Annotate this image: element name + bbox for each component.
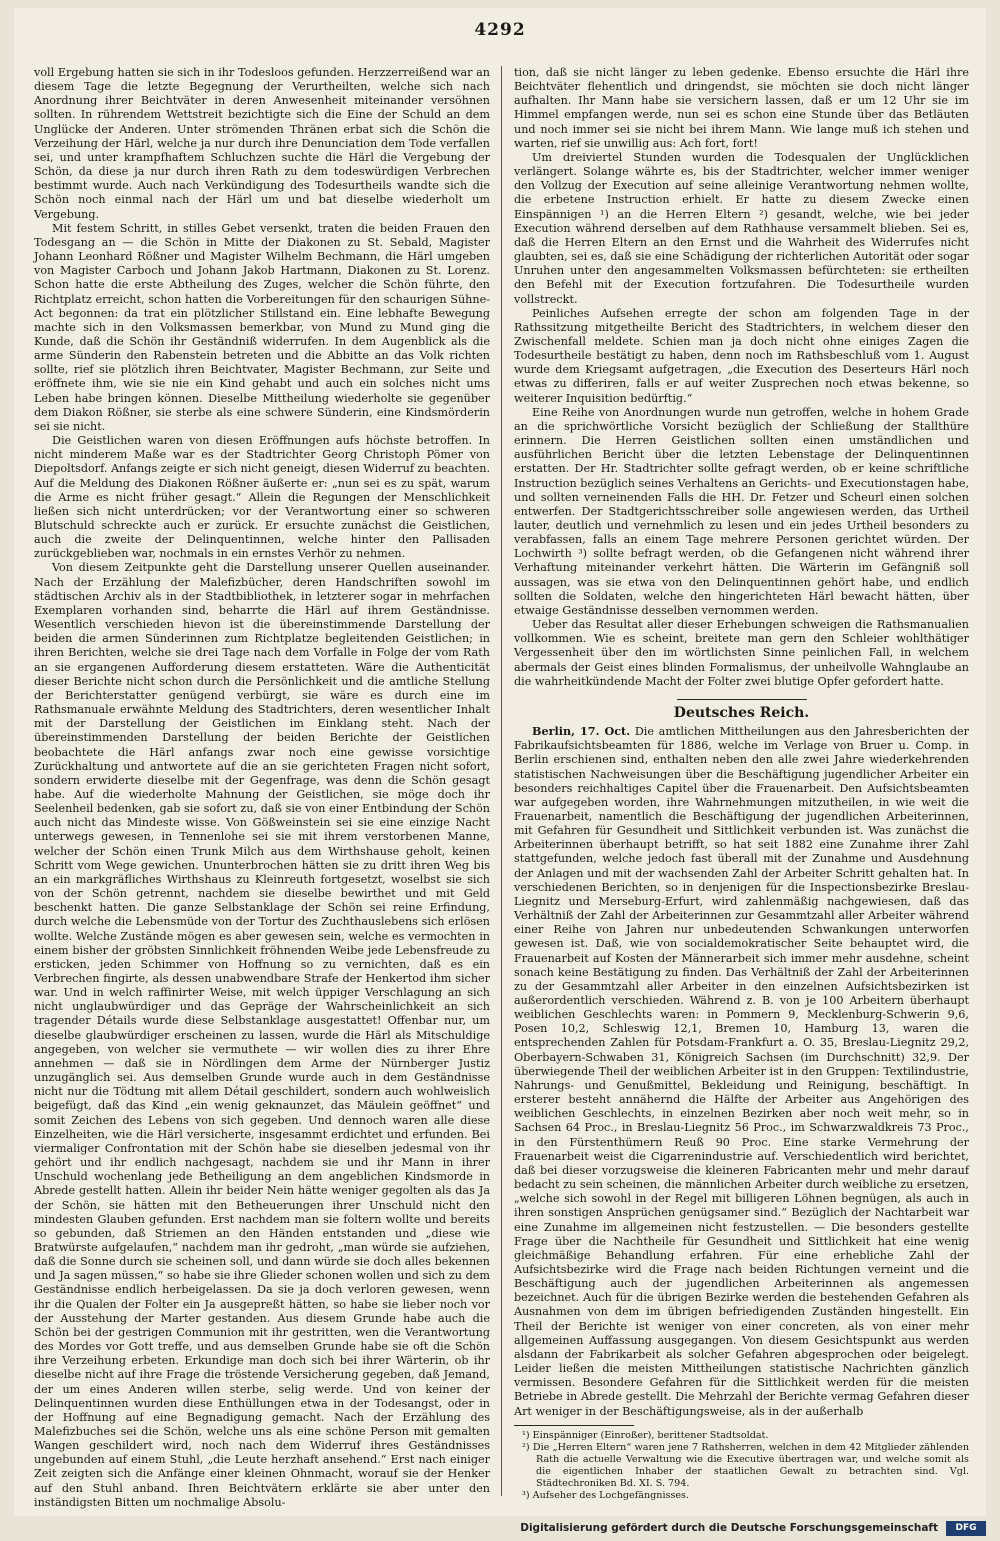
left-paragraph: Die Geistlichen waren von diesen Eröffnungen aufs höchste betroffen. In nicht minderem Maße war es der Stadtrichter Georg Christoph Pömer von Diepoltsdorf. Anfangs zeigte er sich nicht geneigt, diesen Widerruf zu beachten. Auf die Meldung des Diakonen Rößner äußerte er: „nun sei es zu spät, warum die Arme es nicht früher gesagt.“ Allein die Regungen der Menschlichkeit ließen sich nicht unterdrücken; vor der Verantwortung einer so schweren Blutschuld schreckte auch er zurück. Er ersuchte zunächst die Geistlichen, auch die zweite der Delinquentinnen, welche hinter den Pallisaden zurückgeblieben war, nochmals in ein ernstes Verhör zu nehmen. xyxy=(34,434,490,561)
dateline: Berlin, 17. Oct. xyxy=(532,724,631,739)
report-paragraph xyxy=(514,724,969,1419)
footnotes xyxy=(514,1430,969,1502)
left-paragraph: Von diesem Zeitpunkte geht die Darstellung unserer Quellen auseinander. Nach der Erzählung der Malefizbücher, deren Handschriften sowohl im städtischen Archiv als in der Stadtbibliothek, in letzterer sogar in mehrfachen Exemplaren vorhanden sind, beharrte die Härl auf ihrem Geständnisse. Wesentlich verschieden hievon ist die übereinstimmende Darstellung der beiden die armen Sünderinnen zum Richtplatze begleitenden Geistlichen; in ihren Berichten, welche sie drei Tage nach dem Vorfalle in Folge der vom Rath an sie ergangenen Aufforderung diesem erstatteten. Wäre die Authenticität dieser Berichte nicht schon durch die Persönlichkeit und die amtliche Stellung der Berichterstatter genügend verbürgt, sie wäre es durch eine im Rathsmanuale erwähnte Meldung des Stadtrichters, deren wesentlicher Inhalt mit der Darstellung der Geistlichen im Einklang steht. Nach der übereinstimmenden Darstellung der beiden Berichte der Geistlichen beobachtete die Härl anfangs zwar noch eine gewisse vorsichtige Zurückhaltung und antwortete auf die an sie gerichteten Fragen nicht sofort, sondern erwiderte dieselbe mit der Gegenfrage, was denn die Schön gesagt habe. Auf die wiederholte Mahnung der Geistlichen, sie möge doch ihr Seelenheil bedenken, gab sie sofort zu, daß sie von einer Entbindung der Schön auch nicht das Mindeste wisse. Von Gößweinstein sei sie eine einzige Nacht unterwegs gewesen, in Tennenlohe sei sie mit ihrem verstorbenen Manne, welcher der Schön einen Trunk Milch aus dem Wirthshause geholt, keinen Schritt vom Wege gewichen. Ununterbrochen hätten sie zu dritt ihren Weg bis an ein markgräfliches Wirthshaus zu Kleinreuth fortgesetzt, woselbst sie sich von der Schön getrennt, nachdem sie dieselbe bewirthet und mit Geld beschenkt hatten. Die ganze Selbstanklage der Schön sei reine Erfindung, durch welche die Lebensmüde von der Tortur des Zuchthauslebens sich erlösen wollte. Welche Zustände mögen es aber gewesen sein, welche es vermochten in einem bisher der gröbsten Sinnlichkeit fröhnenden Weibe jede Lebensfreude zu ersticken, jeden Schimmer von Hoffnung so zu vernichten, daß es ein Verbrechen fingirte, als dessen unabwendbare Strafe der Henkertod ihm sicher war. Und in welch raffinirter Weise, mit welch üppiger Verschlagung an sich nicht unglaubwürdiger und das Gepräge der Wahrscheinlichkeit an sich tragender Détails wurde diese Selbstanklage ausgestattet! Offenbar nur, um dieselbe glaubwürdiger erscheinen zu lassen, wurde die Härl als Mitschuldige angegeben, von welcher sie vermuthete — wir wollen dies zu ihrer Ehre annehmen — daß sie in Nördlingen dem Arme der Nürnberger Justiz unzugänglich sei. Aus demselben Grunde wurde auch in dem Geständnisse nicht nur die Tödtung mit allem Détail geschildert, sondern auch wohlweislich beigefügt, daß das Kind „ein wenig geknaunzet, das Mäulein geöffnet“ und somit Zeichen des Lebens von sich gegeben. Und dennoch waren alle diese Einzelheiten, wie die Härl versicherte, insgesammt erdichtet und erfunden. Bei viermaliger Confrontation mit der Schön habe sie dieselben jedesmal von ihr gehört und ihr endlich nachgesagt, nachdem sie und ihr Mann in ihrer Unschuld wochenlang jede Betheiligung an dem angeblichen Kindsmorde in Abrede gestellt hatten. Allein ihr beider Nein hätte weniger gegolten als das Ja der Schön, sie hätten mit den Betheuerungen ihrer Unschuld nicht den mindesten Glauben gefunden. Erst nachdem man sie foltern wollte und bereits so gebunden, daß Striemen an den Händen entstanden und „diese wie Bratwürste aufgelaufen,“ nachdem man ihr gedroht, „man würde sie aufziehen, daß die Sonne durch sie scheinen soll, und dann würde sie doch alles bekennen und Ja sagen müssen,“ so habe sie ihre Glieder schonen wollen und sich zu dem Geständnisse endlich herbeigelassen. Da sie ja doch verloren gewesen, wenn ihr die Qualen der Folter ein Ja ausgepreßt hätten, so habe sie lieber noch vor der Ausstehung der Marter gestanden. Aus diesem Grunde habe auch die Schön bei der gestrigen Communion mit ihr gestritten, wen die Verantwortung des Mordes vor Gott treffe, und aus demselben Grunde habe sie oft die Schön ihre Verzeihung erbeten. Erkundige man doch sich bei ihrer Wärterin, ob ihr dieselbe nicht auf ihre Frage die tröstende Versicherung gegeben, daß Jemand, der um eines Anderen willen sterbe, selig werde. Und von keiner der Delinquentinnen wurden diese Enthüllungen etwa in der Todesangst, oder in der Hoffnung auf eine Begnadigung gemacht. Nach der Erzählung des Malefizbuches sei die Schön, welche uns als eine schöne Person mit gemalten Wangen geschildert wird, noch nach dem Widerruf ihres Geständnisses ungebunden auf einem Stuhl, „die Leute herzhaft ansehend.“ Erst nach einiger Zeit zeigten sich die Anfänge einer kleinen Ohnmacht, worauf sie der Henker auf den Stuhl anband. Ihren Beichtvätern erklärte sie aber unter den inständigsten Bitten um nochmalige Absolu- xyxy=(34,561,490,1509)
report-text: Die amtlichen Mittheilungen aus den Jahresberichten der Fabrikaufsichtsbeamten für 1886, welche im Verlage von Bruer u. Comp. in Berlin erschienen sind, enthalten neben den alle zwei Jahre wiederkehrenden statistischen Nachweisungen über die Beschäftigung jugendlicher Arbeiter ein besonders reichhaltiges Capitel über die Frauenarbeit. Den Aufsichtsbeamten war aufgegeben worden, ihre Wahrnehmungen mitzutheilen, in wie weit die Frauenarbeit, namentlich die Beschäftigung der jugendlichen Arbeiterinnen, mit Gefahren für Gesundheit und Sittlichkeit verbunden ist. Was zunächst die Arbeiterinnen überhaupt betrifft, so hat seit 1882 eine Zunahme ihrer Zahl stattgefunden, welche jedoch fast überall mit der Zunahme und Ausdehnung der Anlagen und mit der wachsenden Zahl der Arbeiter Schritt gehalten hat. In verschiedenen Berichten, so in denjenigen für die Inspectionsbezirke Breslau-Liegnitz und Merseburg-Erfurt, wird zahlenmäßig nachgewiesen, daß das Verhältniß der Zahl der Arbeiterinnen zur Gesammtzahl aller Arbeiter während einer Reihe von Jahren nur unbedeutenden Schwankungen unterworfen gewesen ist. Daß, wie von socialdemokratischer Seite behauptet wird, die Frauenarbeit auf Kosten der Männerarbeit sich immer mehr ausdehne, scheint sonach keine Bestätigung zu finden. Das Verhältniß der Zahl der Arbeiterinnen zu der Gesammtzahl aller Arbeiter in den einzelnen Aufsichtsbezirken ist außerordentlich verschieden. Während z. B. von je 100 Arbeitern überhaupt weiblichen Geschlechts waren: in Pommern 9, Mecklenburg-Schwerin 9,6, Posen 10,2, Schleswig 12,1, Bremen 10, Hamburg 13, waren die entsprechenden Zahlen für Potsdam-Frankfurt a. O. 35, Breslau-Liegnitz 29,2, Oberbayern-Schwaben 31, Königreich Sachsen (im Durchschnitt) 32,9. Der überwiegende Theil der weiblichen Arbeiter ist in den Gruppen: Textilindustrie, Nahrungs- und Genußmittel, Bekleidung und Reinigung, beschäftigt. In ersterer besteht annähernd die Hälfte der Arbeiter aus Angehörigen des weiblichen Geschlechts, in einzelnen Bezirken aber noch weit mehr, so in Sachsen 64 Proc., in Breslau-Liegnitz 56 Proc., im Schwarzwaldkreis 73 Proc., in den Fürstenthümern Reuß 90 Proc. Eine starke Vermehrung der Frauenarbeit weist die Cigarrenindustrie auf. Verschiedentlich wird berichtet, daß bei dieser vorzugsweise die kleineren Fabricanten mehr und mehr darauf bedacht zu sein scheinen, die männlichen Arbeiter durch weibliche zu ersetzen, „welche sich sowohl in der Regel mit billigeren Löhnen begnügen, als auch in ihren sonstigen Ansprüchen genügsamer sind.“ Bezüglich der Nachtarbeit war eine Zunahme im allgemeinen nicht festzustellen. — Die besonders gestellte Frage über die Nachtheile für Gesundheit und Sittlichkeit hat eine wenig gleichmäßige Behandlung erfahren. Für eine erhebliche Zahl der Aufsichtsbezirke wird die Frage nach beiden Richtungen verneint und die Beschäftigung auch der jugendlichen Arbeiterinnen als angemessen bezeichnet. Auch für die übrigen Bezirke werden die bestehenden Gefahren als Ausnahmen von dem im übrigen befriedigenden Zuständen hingestellt. Ein Theil der Berichte ist weniger von einer concreten, als von einer mehr allgemeinen Auffassung ausgegangen. Von diesem Gesichtspunkt aus werden alsdann der Fabrikarbeit als solcher Gefahren abgesprochen oder beigelegt. Leider ließen die meisten Mittheilungen statistische Nachrichten gänzlich vermissen. Besondere Gefahren für die Sittlichkeit werden für die meisten Betriebe in Abrede gestellt. Die Mehrzahl der Berichte vermag Gefahren dieser Art weniger in der Beschäftigungsweise, als in der außerhalb xyxy=(514,725,969,1418)
footer-bar xyxy=(0,1516,1000,1541)
right-column xyxy=(514,66,969,1506)
digitization-credit: Digitalisierung gefördert durch die Deutsche Forschungsgemeinschaft xyxy=(520,1522,938,1534)
left-paragraph: voll Ergebung hatten sie sich in ihr Todesloos gefunden. Herzzerreißend war an diesem Tage die letzte Begegnung der Verurtheilten, welche sich nach Anordnung ihrer Beichtväter in deren Anwesenheit miteinander versöhnen sollten. In rührendem Wettstreit bezichtigte sich die Eine der Schuld an dem Unglücke der Anderen. Unter strömenden Thränen erbat sich die Schön die Verzeihung der Härl, welche ja nur durch ihre Denunciation dem Tode verfallen sei, und unter krampfhaftem Schluchzen suchte die Härl die Vergebung der Schön, da diese ja nur durch ihren Rath zu dem todeswürdigen Verbrechen bestimmt wurde. Auch nach Verkündigung des Todesurtheils wandte sich die Schön noch einmal nach der Härl um und bat dieselbe wiederholt um Vergebung. xyxy=(34,66,490,221)
column-divider xyxy=(501,66,502,1496)
newspaper-page xyxy=(14,8,986,1516)
page-number: 4292 xyxy=(474,20,526,40)
left-column xyxy=(34,66,490,1509)
footnote: ²) Die „Herren Eltern“ waren jene 7 Rathsherren, welchen in dem 42 Mitglieder zählenden Rath die actuelle Verwaltung wie die Executive übertragen war, und welche somit als die eigentlichen Inhaber der staatlichen Gewalt zu betrachten sind. Vgl. Städtechroniken Bd. XI. S. 794. xyxy=(522,1441,969,1489)
right-paragraph: tion, daß sie nicht länger zu leben gedenke. Ebenso ersuchte die Härl ihre Beichtväter flehentlich und dringendst, sie möchten sie doch nicht länger aufhalten. Ihr Mann habe sie versichern lassen, daß er um 12 Uhr sie im Himmel empfangen werde, nun sei es schon eine Stunde über das Betläuten und noch immer sei sie nicht bei ihrem Mann. Wie lange muß ich stehen und warten, rief sie unwillig aus: Ach fort, fort! xyxy=(514,66,969,150)
footnote: ¹) Einspänniger (Einroßer), berittener Stadtsoldat. xyxy=(522,1429,769,1441)
footnote: ³) Aufseher des Lochgefängnisses. xyxy=(522,1489,690,1501)
section-separator xyxy=(677,699,807,700)
right-paragraph: Um dreiviertel Stunden wurden die Todesqualen der Unglücklichen verlängert. Solange währte es, bis der Stadtrichter, welcher immer weniger den Vollzug der Execution auf seine alleinige Verantwortung nehmen wollte, die erbetene Instruction erhielt. Er hatte zu diesem Zwecke einen Einspännigen ¹) an die Herren Eltern ²) gesandt, welche, wie bei jeder Execution während derselben auf dem Rathhause versammelt blieben. Sei es, daß die Herren Eltern an den Ernst und die Wahrheit des Widerrufes nicht glaubten, sei es, daß sie eine Schädigung der richterlichen Autorität oder sogar Unruhen unter den angesammelten Volksmassen befürchteten: sie ertheilten den Befehl mit der Execution fortzufahren. Die Todesurtheile wurden vollstreckt. xyxy=(514,150,969,306)
left-paragraph: Mit festem Schritt, in stilles Gebet versenkt, traten die beiden Frauen den Todesgang an — die Schön in Mitte der Diakonen zu St. Sebald, Magister Johann Leonhard Rößner und Magister Wilhelm Bechmann, die Härl umgeben von Magister Carboch und Johann Jakob Hartmann, Diakonen zu St. Lorenz. Schon hatte die erste Abtheilung des Zuges, welcher die Schön führte, den Richtplatz erreicht, schon hatten die Vorbereitungen für den schaurigen Sühne-Act begonnen: da trat ein plötzlicher Stillstand ein. Eine lebhafte Bewegung machte sich in den Volksmassen bemerkbar, von Mund zu Mund ging die Kunde, daß die Schön ihr Geständniß widerrufen. In dem Augenblick als die arme Sünderin den Rabenstein betreten und die Abbitte an das Volk richten sollte, rief sie plötzlich ihren Beichtvater, Magister Bechmann, zur Seite und eröffnete ihm, wie sie nie ein Kind gehabt und auch ein solches nicht ums Leben habe bringen können. Dieselbe Mittheilung wiederholte sie gegenüber dem Diakon Rößner, sie sterbe als eine schwere Sünderin, eine Kindsmörderin sei sie nicht. xyxy=(34,221,490,433)
footnote-separator xyxy=(514,1425,634,1426)
dfg-logo: DFG xyxy=(946,1521,986,1536)
right-paragraph: Eine Reihe von Anordnungen wurde nun getroffen, welche in hohem Grade an die sprichwörtliche Vorsicht bezüglich der Schließung der Stallthüre erinnern. Die Herren Geistlichen sollten einen umständlichen und ausführlichen Bericht über die letzten Lebenstage der Delinquentinnen erstatten. Der Hr. Stadtrichter sollte gefragt werden, ob er keine schriftliche Instruction bezüglich seines Verhaltens an Gerichts- und Executionstagen habe, und sollten verneinenden Falls die HH. Dr. Fetzer und Scheurl einen solchen entwerfen. Der Stadtgerichtsschreiber solle angewiesen werden, das Urtheil lauter, deutlich und vernehmlich zu lesen und ein jedes Urtheil besonders zu verabfassen, falls an einem Tage mehrere Personen gerichtet würden. Der Lochwirth ³) sollte befragt werden, ob die Gefangenen nicht während ihrer Verhaftung miteinander verkehrt hätten. Die Wärterin im Gefängniß soll aussagen, was sie etwa von den Delinquentinnen gehört habe, und endlich sollten die Soldaten, welche den hingerichteten Härl bewacht hätten, über etwaige Geständnisse desselben vernommen werden. xyxy=(514,405,969,617)
right-paragraph: Peinliches Aufsehen erregte der schon am folgenden Tage in der Rathssitzung mitgetheilte Bericht des Stadtrichters, in welchem dieser den Zwischenfall meldete. Schien man ja doch nicht ohne einiges Zagen die Todesurtheile bestätigt zu haben, denn noch im Rathsbeschluß vom 1. August wurde dem Kriegsamt aufgetragen, „die Execution des Deserteurs Härl noch etwas zu differiren, falls er auf weiter Zusprechen noch etwas bekenne, so weiterer Inquisition bedürftig.“ xyxy=(514,306,969,405)
section-heading: Deutsches Reich. xyxy=(673,704,810,721)
right-paragraph: Ueber das Resultat aller dieser Erhebungen schweigen die Rathsmanualien vollkommen. Wie es scheint, breitete man gern den Schleier wohlthätiger Vergessenheit über den im wörtlichsten Sinne peinlichen Fall, in welchem abermals der Geist eines blinden Formalismus, der unheilvolle Wahnglaube an die wahrheitkündende Macht der Folter zwei blutige Opfer gefordert hatte. xyxy=(514,618,969,688)
